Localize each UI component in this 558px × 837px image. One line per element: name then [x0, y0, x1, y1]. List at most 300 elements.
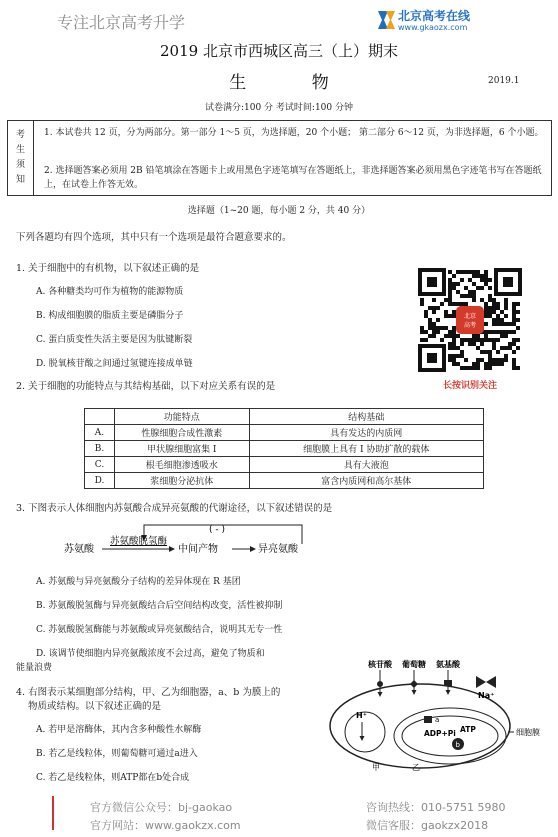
na-channel	[476, 676, 496, 688]
qr-module	[488, 338, 492, 342]
qr-module	[504, 334, 508, 338]
qr-module	[428, 334, 432, 338]
qr-module	[424, 310, 428, 314]
qr-module	[484, 274, 488, 278]
product-label: 异亮氨酸	[258, 544, 298, 555]
qr-module	[468, 278, 472, 282]
qr-module	[444, 314, 448, 318]
qr-module	[484, 366, 488, 370]
qr-module	[456, 302, 460, 306]
qr-module	[504, 330, 508, 334]
qr-caption: 长按识别关注	[442, 381, 497, 391]
qr-module	[460, 278, 464, 282]
qr-module	[448, 358, 452, 362]
qr-module	[436, 330, 440, 334]
qr-module	[448, 278, 452, 282]
qr-module	[468, 294, 472, 298]
table-cell: D.	[85, 473, 115, 489]
qr-module	[508, 330, 512, 334]
h-ion-label: H⁺	[356, 711, 367, 720]
brand-logo	[376, 7, 508, 35]
qr-module	[500, 330, 504, 334]
qr-module	[460, 338, 464, 342]
qr-badge-text-1: 北京	[463, 313, 477, 320]
notice-label	[8, 121, 34, 195]
qr-module	[504, 298, 508, 302]
qr-module	[476, 334, 480, 338]
qr-module	[472, 362, 476, 366]
qr-module	[452, 334, 456, 338]
qr-module	[456, 270, 460, 274]
qr-module	[452, 282, 456, 286]
table-cell: B.	[85, 441, 115, 457]
qr-module	[516, 310, 520, 314]
qr-module	[512, 302, 516, 306]
q4-option-a: A. 若甲是溶酶体，其内含多种酸性水解酶	[36, 725, 202, 735]
qr-module	[516, 326, 520, 330]
qr-module	[516, 302, 520, 306]
yi-label: 乙	[412, 763, 420, 772]
qr-module	[512, 362, 516, 366]
table-row	[85, 425, 484, 441]
qr-module	[420, 326, 424, 330]
exam-meta: 试卷满分:100 分 考试时间:100 分钟	[204, 103, 353, 113]
qr-module	[468, 290, 472, 294]
qr-module	[448, 282, 452, 286]
qr-module	[476, 362, 480, 366]
qr-module	[476, 358, 480, 362]
qr-module	[444, 334, 448, 338]
qr-module	[488, 298, 492, 302]
qr-module	[480, 338, 484, 342]
qr-module	[452, 314, 456, 318]
qr-module	[496, 306, 500, 310]
qr-module	[512, 358, 516, 362]
q1-option-b: B. 构成细胞膜的脂质主要是磷脂分子	[36, 311, 184, 321]
qr-module	[464, 338, 468, 342]
qr-module	[432, 306, 436, 310]
section-heading: 选择题（1~20 题，每小题 2 分，共 40 分）	[187, 206, 371, 216]
footer-service: 微信客服：gaokzx2018	[366, 819, 489, 832]
qr-module	[464, 270, 468, 274]
transporter-3	[444, 680, 452, 686]
qr-module	[504, 322, 508, 326]
table-cell: C.	[85, 457, 115, 473]
qr-module	[516, 366, 520, 370]
qr-module	[460, 350, 464, 354]
qr-module	[448, 294, 452, 298]
qr-module	[504, 358, 508, 362]
qr-module	[460, 342, 464, 346]
jia-label: 甲	[372, 763, 380, 772]
qr-module	[452, 302, 456, 306]
na-label: Na⁺	[478, 691, 495, 700]
table-row	[85, 473, 484, 489]
qr-module	[432, 298, 436, 302]
qr-module	[428, 306, 432, 310]
qr-module	[492, 362, 496, 366]
q1-option-d: D. 脱氧核苷酸之间通过氢键连接成单链	[36, 359, 193, 369]
qr-module	[444, 310, 448, 314]
qr-module	[472, 290, 476, 294]
qr-module	[484, 310, 488, 314]
qr-module	[440, 326, 444, 330]
qr-module	[500, 322, 504, 326]
table-header-cell: 结构基础	[249, 409, 483, 425]
qr-module	[448, 330, 452, 334]
qr-module	[500, 310, 504, 314]
qr-module	[460, 294, 464, 298]
qr-module	[468, 338, 472, 342]
qr-module	[476, 366, 480, 370]
exam-date: 2019.1	[488, 76, 520, 86]
qr-module	[496, 322, 500, 326]
qr-module	[444, 298, 448, 302]
qr-module	[456, 354, 460, 358]
qr-module	[508, 322, 512, 326]
section-intro: 下列各题均有四个选项，其中只有一个选项是最符合题意要求的。	[16, 232, 292, 243]
qr-badge	[456, 306, 484, 334]
qr-module	[500, 362, 504, 366]
qr-module	[488, 350, 492, 354]
footer-website[interactable]: 官方网站：www.gaokzx.com	[90, 819, 241, 832]
qr-module	[496, 350, 500, 354]
qr-module	[500, 318, 504, 322]
exam-title: 2019 北京市西城区高三（上）期末	[160, 42, 398, 60]
q4-stem-line1: 4. 右图表示某细胞部分结构，甲、乙为细胞器，a、b 为膜上的	[16, 687, 281, 698]
table-cell: 富含内质网和高尔基体	[249, 473, 483, 489]
qr-module	[440, 302, 444, 306]
qr-module	[484, 322, 488, 326]
qr-module	[472, 294, 476, 298]
qr-module	[516, 338, 520, 342]
qr-module	[492, 330, 496, 334]
qr-module	[492, 302, 496, 306]
qr-module	[484, 350, 488, 354]
qr-module	[476, 286, 480, 290]
qr-module	[484, 306, 488, 310]
qr-module	[492, 310, 496, 314]
q3-option-a: A. 苏氨酸与异亮氨酸分子结构的差异体现在 R 基团	[36, 577, 241, 587]
qr-module	[484, 282, 488, 286]
substrate-label: 苏氨酸	[64, 544, 94, 555]
qr-module	[504, 314, 508, 318]
qr-module	[512, 338, 516, 342]
qr-module	[428, 326, 432, 330]
qr-module	[492, 298, 496, 302]
qr-module	[484, 334, 488, 338]
qr-module	[424, 314, 428, 318]
qr-module	[452, 286, 456, 290]
qr-module	[456, 346, 460, 350]
table-cell: 具有发达的内质网	[249, 425, 483, 441]
qr-module	[452, 330, 456, 334]
qr-module	[492, 346, 496, 350]
glucose-label: 葡萄糖	[402, 660, 426, 669]
notice-label-text: 考生须知	[15, 130, 25, 185]
membrane-label: 细胞膜	[516, 728, 540, 737]
qr-module	[464, 294, 468, 298]
structure-a-label: a	[435, 716, 440, 724]
qr-module	[508, 346, 512, 350]
qr-module	[484, 302, 488, 306]
qr-module	[460, 270, 464, 274]
brand-name: 北京高考在线	[398, 9, 471, 23]
qr-module	[420, 302, 424, 306]
qr-module	[428, 318, 432, 322]
qr-module	[460, 302, 464, 306]
qr-module	[492, 358, 496, 362]
qr-module	[480, 350, 484, 354]
qr-module	[448, 314, 452, 318]
qr-module	[504, 346, 508, 350]
q4-option-c: C. 若乙是线粒体，则ATP都在b处合成	[36, 773, 190, 783]
footer-accent	[52, 796, 54, 830]
qr-module	[512, 314, 516, 318]
qr-module	[496, 358, 500, 362]
intermediate-label: 中间产物	[178, 544, 218, 555]
footer-wechat: 官方微信公众号：bj-gaokao	[90, 801, 233, 814]
qr-module	[460, 366, 464, 370]
qr-module	[452, 358, 456, 362]
qr-module	[492, 338, 496, 342]
enzyme-label: 苏氨酸脱氢酶	[110, 536, 168, 547]
table-cell: 甲状腺细胞富集 I	[114, 441, 249, 457]
qr-module	[504, 354, 508, 358]
qr-module	[488, 354, 492, 358]
qr-module	[452, 362, 456, 366]
transporter-2	[410, 680, 418, 688]
qr-module	[420, 298, 424, 302]
table-row	[85, 457, 484, 473]
qr-module	[464, 302, 468, 306]
qr-module	[500, 358, 504, 362]
qr-code[interactable]	[416, 266, 524, 374]
nucleotide-label: 核苷酸	[368, 660, 392, 669]
qr-module	[468, 342, 472, 346]
qr-module	[448, 346, 452, 350]
qr-module	[472, 274, 476, 278]
qr-module	[448, 342, 452, 346]
table-cell: 根毛细胞渗透吸水	[114, 457, 249, 473]
qr-module	[504, 306, 508, 310]
qr-module	[448, 298, 452, 302]
qr-module	[452, 274, 456, 278]
qr-module	[488, 310, 492, 314]
qr-module	[476, 338, 480, 342]
qr-module	[452, 326, 456, 330]
qr-module	[488, 286, 492, 290]
qr-module	[496, 314, 500, 318]
qr-module	[496, 362, 500, 366]
qr-module	[436, 318, 440, 322]
table-row	[85, 441, 484, 457]
q4-stem-line2: 物质或结构。以下叙述正确的是	[28, 701, 162, 712]
qr-module	[488, 294, 492, 298]
qr-module	[512, 306, 516, 310]
qr-module	[456, 282, 460, 286]
qr-module	[476, 270, 480, 274]
amino-acid-label: 氨基酸	[436, 660, 460, 669]
qr-module	[492, 306, 496, 310]
qr-module	[464, 286, 468, 290]
q3-stem: 3. 下图表示人体细胞内苏氨酸合成异亮氨酸的代谢途径，以下叙述错误的是	[16, 503, 333, 514]
qr-module	[468, 270, 472, 274]
qr-module	[512, 342, 516, 346]
qr-module	[488, 330, 492, 334]
qr-module	[500, 346, 504, 350]
q1-option-a: A. 各种糖类均可作为植物的能源物质	[36, 287, 184, 297]
table-header-cell: 功能特点	[114, 409, 249, 425]
qr-module	[484, 330, 488, 334]
qr-module	[472, 270, 476, 274]
qr-module	[488, 314, 492, 318]
qr-module	[480, 358, 484, 362]
qr-module	[496, 318, 500, 322]
qr-module	[432, 310, 436, 314]
qr-module	[472, 342, 476, 346]
qr-module	[456, 290, 460, 294]
table-cell: 细胞膜上具有 I 协助扩散的载体	[249, 441, 483, 457]
qr-module	[484, 270, 488, 274]
atp-label: ATP	[460, 725, 476, 734]
qr-module	[516, 346, 520, 350]
qr-module	[488, 306, 492, 310]
qr-module	[464, 366, 468, 370]
subject-title: 生 物	[229, 73, 359, 93]
q3-option-d-cont: 能量浪费	[16, 663, 53, 673]
table-cell: 性腺细胞合成性激素	[114, 425, 249, 441]
qr-module	[512, 350, 516, 354]
footer-hotline: 咨询热线：010-5751 5980	[366, 801, 506, 814]
qr-module	[448, 286, 452, 290]
qr-module	[420, 338, 424, 342]
qr-module	[464, 358, 468, 362]
q1-stem: 1. 关于细胞中的有机物，以下叙述正确的是	[16, 263, 200, 274]
qr-module	[480, 298, 484, 302]
qr-module	[500, 334, 504, 338]
qr-module	[476, 346, 480, 350]
qr-badge-text-2: 高考	[463, 322, 477, 329]
qr-module	[496, 330, 500, 334]
qr-module	[492, 322, 496, 326]
qr-module	[472, 366, 476, 370]
qr-module	[420, 330, 424, 334]
qr-module	[424, 338, 428, 342]
qr-module	[452, 354, 456, 358]
qr-module	[512, 322, 516, 326]
qr-module	[432, 330, 436, 334]
qr-module	[476, 274, 480, 278]
table-header-row	[85, 409, 484, 425]
structure-a-mark	[424, 716, 432, 723]
notice-item-1: 1. 本试卷共 12 页，分为两部分。第一部分 1～5 页，为选择题，20 个小题； 第二部分 6～12 页，为非选择题，6 个小题。	[44, 128, 544, 138]
qr-module	[512, 318, 516, 322]
qr-module	[472, 334, 476, 338]
qr-module	[448, 290, 452, 294]
qr-module	[480, 286, 484, 290]
q2-table	[84, 408, 484, 489]
qr-module	[448, 302, 452, 306]
qr-module	[432, 334, 436, 338]
qr-module	[484, 314, 488, 318]
table-header-cell	[85, 409, 115, 425]
qr-module	[472, 338, 476, 342]
table-cell: 具有大液泡	[249, 457, 483, 473]
qr-module	[440, 338, 444, 342]
qr-module	[508, 342, 512, 346]
q4-cell-diagram	[320, 656, 552, 776]
qr-module	[496, 302, 500, 306]
qr-module	[496, 338, 500, 342]
qr-module	[452, 338, 456, 342]
qr-module	[512, 330, 516, 334]
qr-module	[460, 354, 464, 358]
qr-module	[452, 310, 456, 314]
qr-module	[432, 322, 436, 326]
qr-module	[492, 342, 496, 346]
qr-module	[480, 274, 484, 278]
q3-option-d: D. 该调节使细胞内异亮氨酸浓度不会过高，避免了物质和	[36, 649, 265, 659]
q3-option-c: C. 苏氨酸脱氢酶能与苏氨酸或异亮氨酸结合，说明其无专一性	[36, 625, 283, 635]
qr-module	[484, 362, 488, 366]
qr-module	[424, 330, 428, 334]
qr-module	[444, 326, 448, 330]
q3-option-b: B. 苏氨酸脱氢酶与异亮氨酸结合后空间结构改变，活性被抑制	[36, 601, 283, 611]
qr-module	[488, 278, 492, 282]
qr-module	[484, 338, 488, 342]
qr-module	[448, 354, 452, 358]
qr-module	[484, 278, 488, 282]
qr-module	[512, 310, 516, 314]
qr-module	[472, 298, 476, 302]
notice-item-2: 2. 选择题答案必须用 2B 铅笔填涂在答题卡上或用黑色字迹笔填写在答题纸上，非选择题答案必须用黑色字迹笔书写在答题纸上，在试卷上作答无效。	[44, 166, 542, 190]
q4-option-b: B. 若乙是线粒体，则葡萄糖可通过a进入	[36, 749, 198, 759]
qr-module	[472, 282, 476, 286]
q1-option-c: C. 蛋白质变性失活主要是因为肽键断裂	[36, 335, 193, 345]
qr-module	[516, 318, 520, 322]
qr-module	[428, 322, 432, 326]
brand-url: www.gkaozx.com	[398, 23, 468, 32]
table-cell: 浆细胞分泌抗体	[114, 473, 249, 489]
qr-module	[452, 346, 456, 350]
q3-pathway-diagram	[62, 518, 342, 564]
qr-module	[480, 342, 484, 346]
qr-module	[480, 278, 484, 282]
qr-module	[436, 306, 440, 310]
structure-b-label: b	[455, 741, 460, 749]
qr-module	[488, 358, 492, 362]
qr-module	[512, 366, 516, 370]
qr-module	[488, 362, 492, 366]
qr-module	[448, 334, 452, 338]
qr-module	[456, 334, 460, 338]
qr-module	[448, 270, 452, 274]
qr-module	[504, 302, 508, 306]
qr-module	[488, 366, 492, 370]
header-slogan: 专注北京高考升学	[57, 13, 186, 32]
qr-module	[436, 326, 440, 330]
qr-module	[468, 366, 472, 370]
brand-emblem-icon	[376, 9, 396, 31]
q2-stem: 2. 关于细胞的功能特点与其结构基础，以下对应关系有误的是	[16, 381, 276, 392]
qr-module	[456, 362, 460, 366]
transporter-1	[377, 681, 383, 687]
adp-label: ADP+Pi	[424, 729, 456, 738]
table-cell: A.	[85, 425, 115, 441]
feedback-label: ( - )	[209, 525, 225, 535]
notice-box	[7, 120, 552, 196]
